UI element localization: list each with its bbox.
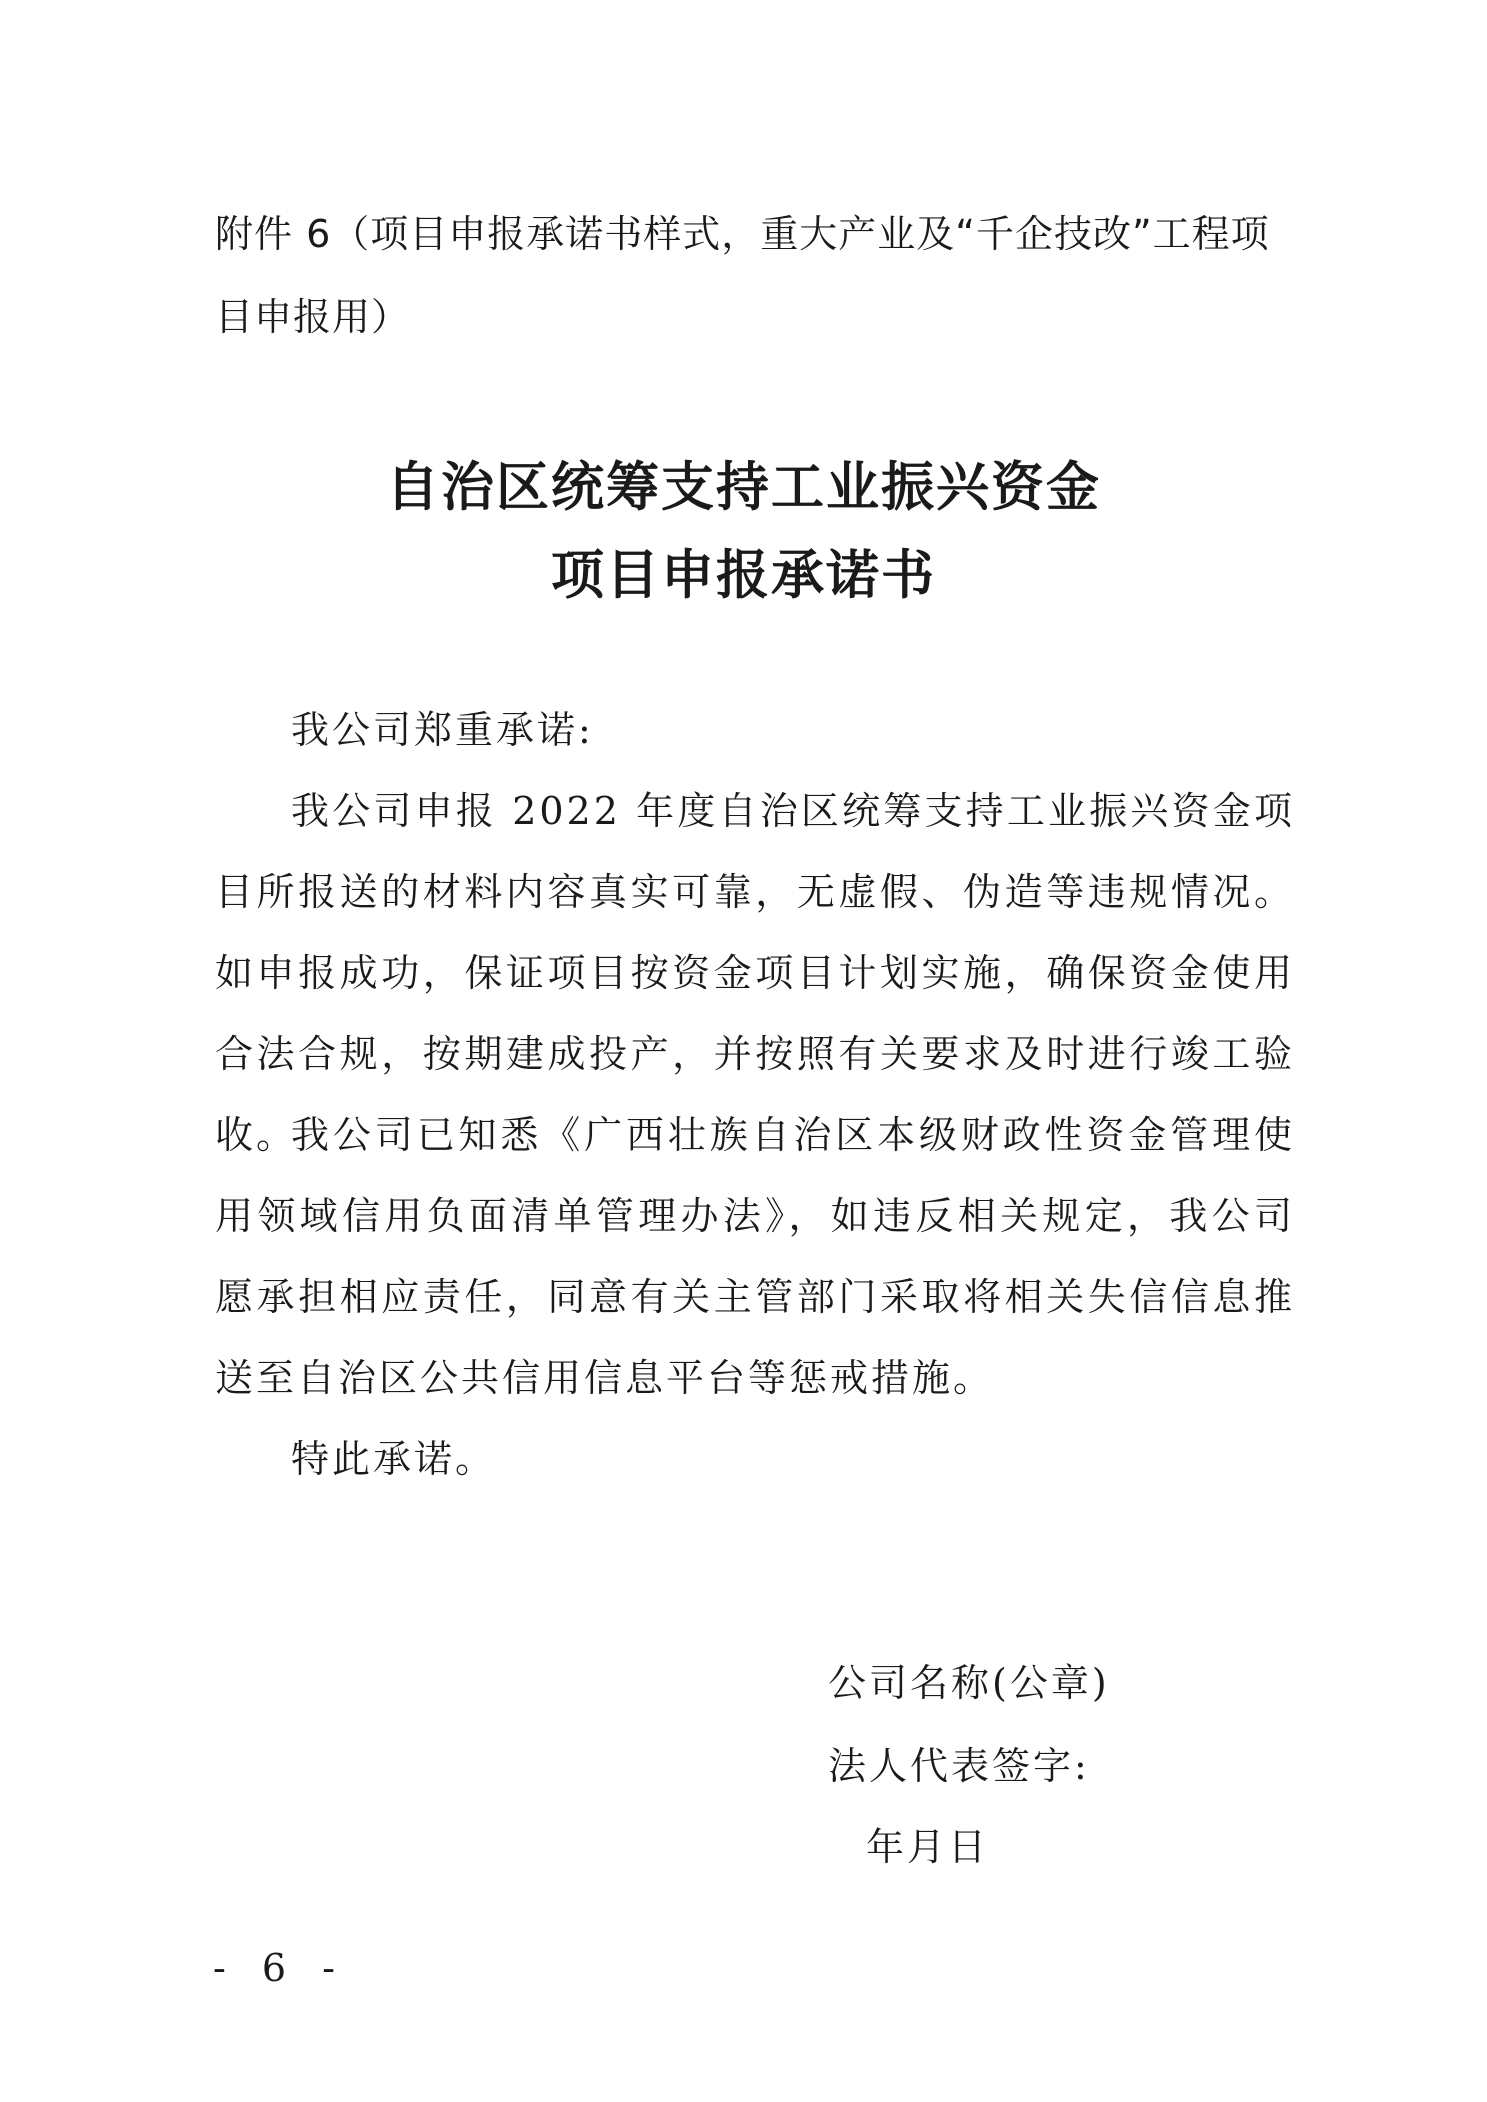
commitment-paragraph-1: 我公司申报 2022 年度自治区统筹支持工业振兴资金项目所报送的材料内容真实可靠，无虚假、伪造等违规情况。如申报成功，保证项目按资金项目计划实施，确保资金使用合法合规，按期建成投产，并按照有关要求及时进行竣工验收。 <box>215 789 1295 1157</box>
page-number: - 6 - <box>213 1946 348 1990</box>
commitment-paragraph-2: 我公司已知悉《广西壮族自治区本级财政性资金管理使用领域信用负面清单管理办法》，如违反相关规定，我公司愿承担相应责任，同意有关主管部门采取将相关失信信息推送至自治区公共信用信息平台等惩戒措施。 <box>215 1113 1295 1400</box>
document-title-line2: 项目申报承诺书 <box>551 544 936 606</box>
opening-statement: 我公司郑重承诺: <box>291 708 594 752</box>
closing-statement: 特此承诺。 <box>291 1437 497 1481</box>
document-title-line1: 自治区统筹支持工业振兴资金 <box>386 456 1101 518</box>
legal-representative-signature-label: 法人代表签字: <box>828 1744 1090 1788</box>
date-label: 年月日 <box>866 1825 990 1869</box>
attachment-note: 附件 6（项目申报承诺书样式，重大产业及“千企技改”工程项目申报用） <box>215 212 1270 339</box>
company-name-seal-label: 公司名称(公章) <box>828 1661 1110 1705</box>
